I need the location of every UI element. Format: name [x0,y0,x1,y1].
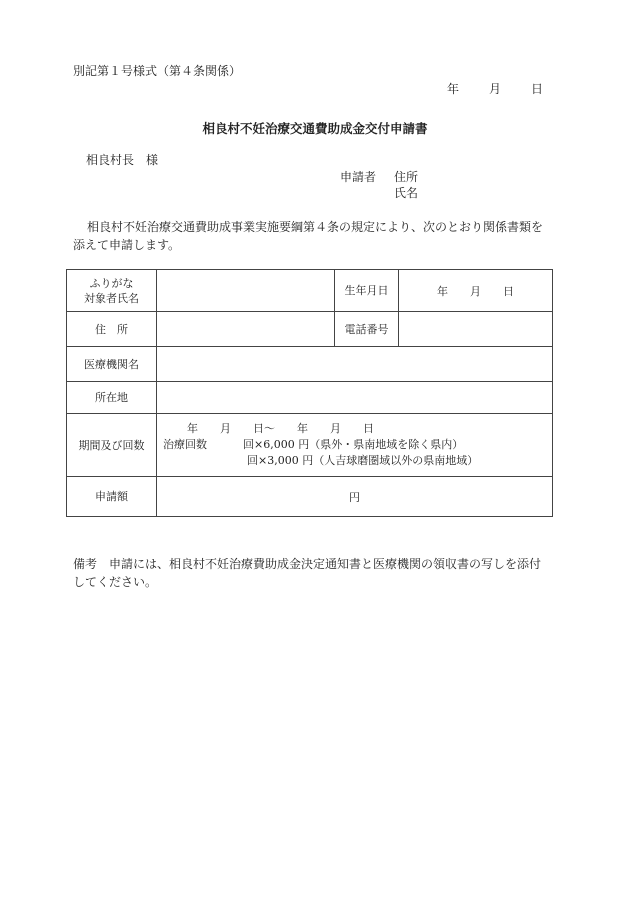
form-reference: 別記第１号様式（第４条関係） [73,64,242,78]
table-row-name [67,270,553,312]
date-month-label: 月 [489,82,502,96]
application-date [447,80,543,97]
birthdate-label: 生年月日 [335,270,399,312]
treatment-count-row [163,437,552,453]
name-label: 対象者氏名 [84,291,139,305]
institution-label: 医療機関名 [67,347,157,382]
institution-input-cell[interactable] [157,347,553,382]
address-input-cell[interactable] [157,312,335,347]
birthdate-value[interactable]: 年 月 日 [399,270,553,312]
application-form-table [66,269,553,517]
period-cell[interactable] [157,414,553,477]
page-title: 相良村不妊治療交通費助成金交付申請書 [202,121,428,136]
location-label: 所在地 [67,382,157,414]
amount-input-cell[interactable] [157,477,553,517]
remarks-text: 申請には、相良村不妊治療費助成金決定通知書と医療機関の領収書の写しを添付してください。 [73,557,542,589]
amount-label: 申請額 [67,477,157,517]
applicant-label: 申請者 [340,170,377,184]
name-label-cell [67,270,157,312]
name-input-cell[interactable] [157,270,335,312]
date-year-label: 年 [447,82,460,96]
table-row-period [67,414,553,477]
rate-line-2: 回×3,000 円（人吉球磨圏域以外の県南地域） [247,454,479,467]
addressee: 相良村長 様 [86,153,159,167]
table-row-location [67,382,553,414]
applicant-address-label: 住所 [394,170,419,184]
location-input-cell[interactable] [157,382,553,414]
applicant-name-label: 氏名 [394,186,419,200]
body-text: 相良村不妊治療交通費助成事業実施要綱第４条の規定により、次のとおり関係書類を添えて申請します。 [73,220,544,252]
table-row-amount [67,477,553,517]
date-day-label: 日 [531,82,544,96]
period-label: 期間及び回数 [67,414,157,477]
remarks [73,555,553,591]
furigana-label: ふりがな [89,276,134,290]
table-row-institution [67,347,553,382]
rate-line-1: 回×6,000 円（県外・県南地域を除く県内） [243,438,464,451]
address-label: 住 所 [67,312,157,347]
period-dates: 年 月 日～ 年 月 日 [187,422,374,435]
phone-label: 電話番号 [335,312,399,347]
remarks-label: 備考 [73,557,98,571]
amount-unit: 円 [349,490,360,504]
treatment-count-label: 治療回数 [163,438,207,451]
phone-input-cell[interactable] [399,312,553,347]
table-row-address [67,312,553,347]
